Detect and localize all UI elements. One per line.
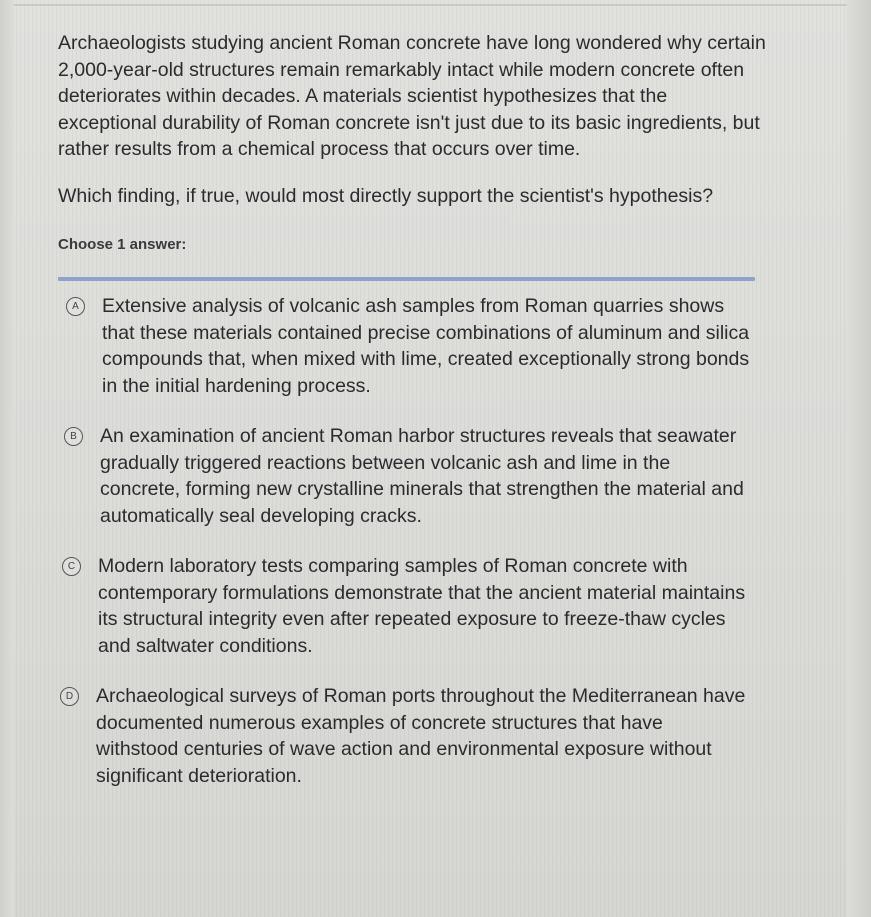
- choose-label: Choose 1 answer:: [58, 236, 187, 253]
- top-border: [0, 4, 871, 6]
- question-panel: [58, 30, 768, 813]
- left-bezel: [0, 0, 14, 917]
- choice-d[interactable]: [60, 683, 768, 789]
- choice-b[interactable]: [64, 423, 768, 529]
- answer-choices: [58, 293, 768, 789]
- radio-c-icon[interactable]: C: [62, 557, 81, 576]
- right-bezel: [847, 0, 871, 917]
- choices-divider: [58, 277, 755, 281]
- choice-b-text: An examination of ancient Roman harbor structures reveals that seawater gradually triggered reactions between volcanic ash and lime in the concrete, forming new crystalline minerals that strengthen the material and automatically seal developing cracks.: [100, 425, 744, 527]
- radio-d-icon[interactable]: D: [60, 687, 79, 706]
- choice-d-text: Archaeological surveys of Roman ports throughout the Mediterranean have documented numerous examples of concrete structures that have withstood centuries of wave action and environmental exposure without significant deterioration.: [96, 685, 746, 787]
- question-prompt: Which finding, if true, would most directly support the scientist's hypothesis?: [58, 184, 714, 207]
- radio-a-icon[interactable]: A: [66, 297, 85, 316]
- choice-a-text: Extensive analysis of volcanic ash samples from Roman quarries shows that these materials contained precise combinations of aluminum and silica compounds that, when mixed with lime, created exceptionally strong bonds in the initial hardening process.: [102, 295, 750, 397]
- choice-c[interactable]: [62, 553, 768, 659]
- choice-a[interactable]: [66, 293, 768, 399]
- choice-c-text: Modern laboratory tests comparing samples of Roman concrete with contemporary formulations demonstrate that the ancient material maintains its structural integrity even after repeated exposure to freeze-thaw cycles and saltwater conditions.: [98, 555, 746, 657]
- passage-text: Archaeologists studying ancient Roman concrete have long wondered why certain 2,000-year-old structures remain remarkably intact while modern concrete often deteriorates within decades. A materials scientist hypothesizes that the exceptional durability of Roman concrete isn't just due to its basic ingredients, but rather results from a chemical process that occurs over time.: [58, 32, 766, 160]
- radio-b-icon[interactable]: B: [64, 427, 83, 446]
